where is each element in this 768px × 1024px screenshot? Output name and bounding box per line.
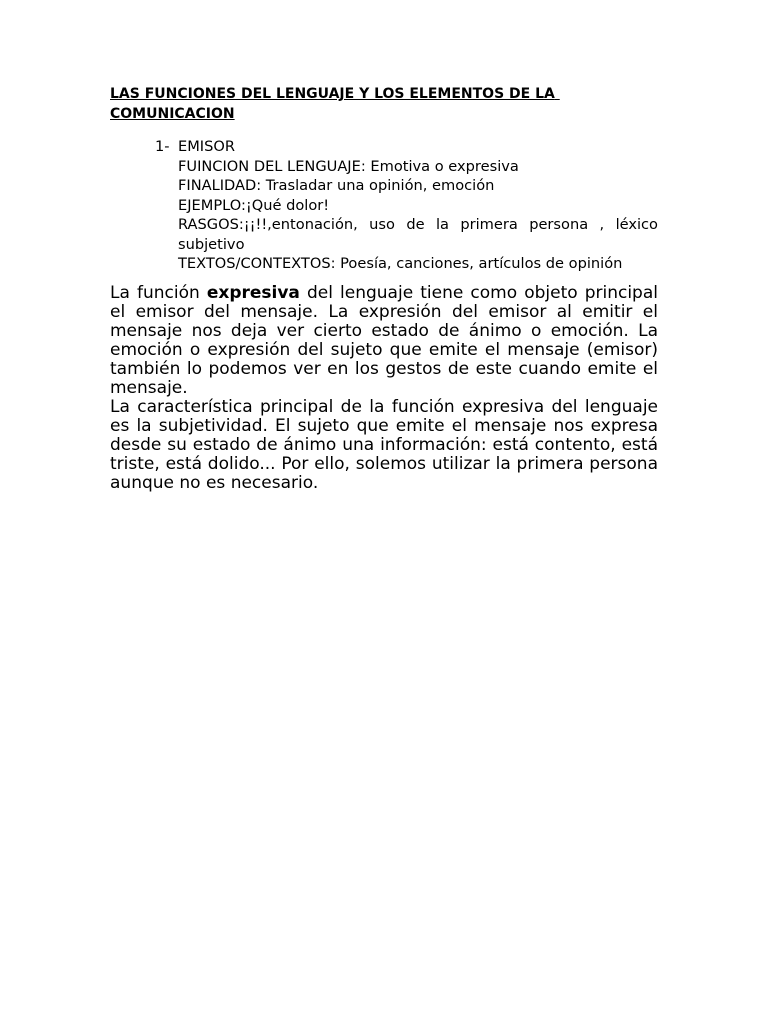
numbered-list: [110, 137, 658, 274]
list-item-heading: EMISOR: [178, 138, 236, 155]
paragraph-text: La función: [110, 282, 207, 303]
body-text: [110, 284, 658, 493]
document-title: LAS FUNCIONES DEL LENGUAJE Y LOS ELEMENTOS DE LA COMUNICACION: [110, 86, 560, 122]
texts-contexts-line: TEXTOS/CONTEXTOS: Poesía, canciones, artículos de opinión: [178, 255, 623, 272]
paragraph: La característica principal de la función expresiva del lenguaje es la subjetividad. El sujeto que emite el mensaje nos expresa desde su estado de ánimo una información: está contento, está triste, está dolido... Por ello, solemos utilizar la primera persona aunque no es necesario.: [110, 396, 658, 493]
purpose-line: FINALIDAD: Trasladar una opinión, emoción: [178, 177, 495, 194]
bold-term: expresiva: [206, 282, 300, 303]
list-item-number: 1-: [155, 138, 170, 155]
list-item-body: [178, 137, 658, 274]
paragraph-text: del lenguaje tiene como objeto principal el emisor del mensaje. La expresión del emisor al emitir el mensaje nos deja ver cierto estado de ánimo o emoción. La emoción o expresión del sujeto que emite el mensaje (emisor) también lo podemos ver en los gestos de este cuando emite el mensaje.: [110, 282, 658, 398]
traits-line: RASGOS:¡¡!!,entonación, uso de la primera persona , léxico subjetivo: [178, 216, 658, 253]
document-page: [110, 84, 658, 493]
function-line: FUINCION DEL LENGUAJE: Emotiva o expresiva: [178, 157, 519, 175]
list-item: [155, 137, 658, 274]
example-line: EJEMPLO:¡Qué dolor!: [178, 196, 330, 214]
paragraph: [110, 284, 658, 398]
